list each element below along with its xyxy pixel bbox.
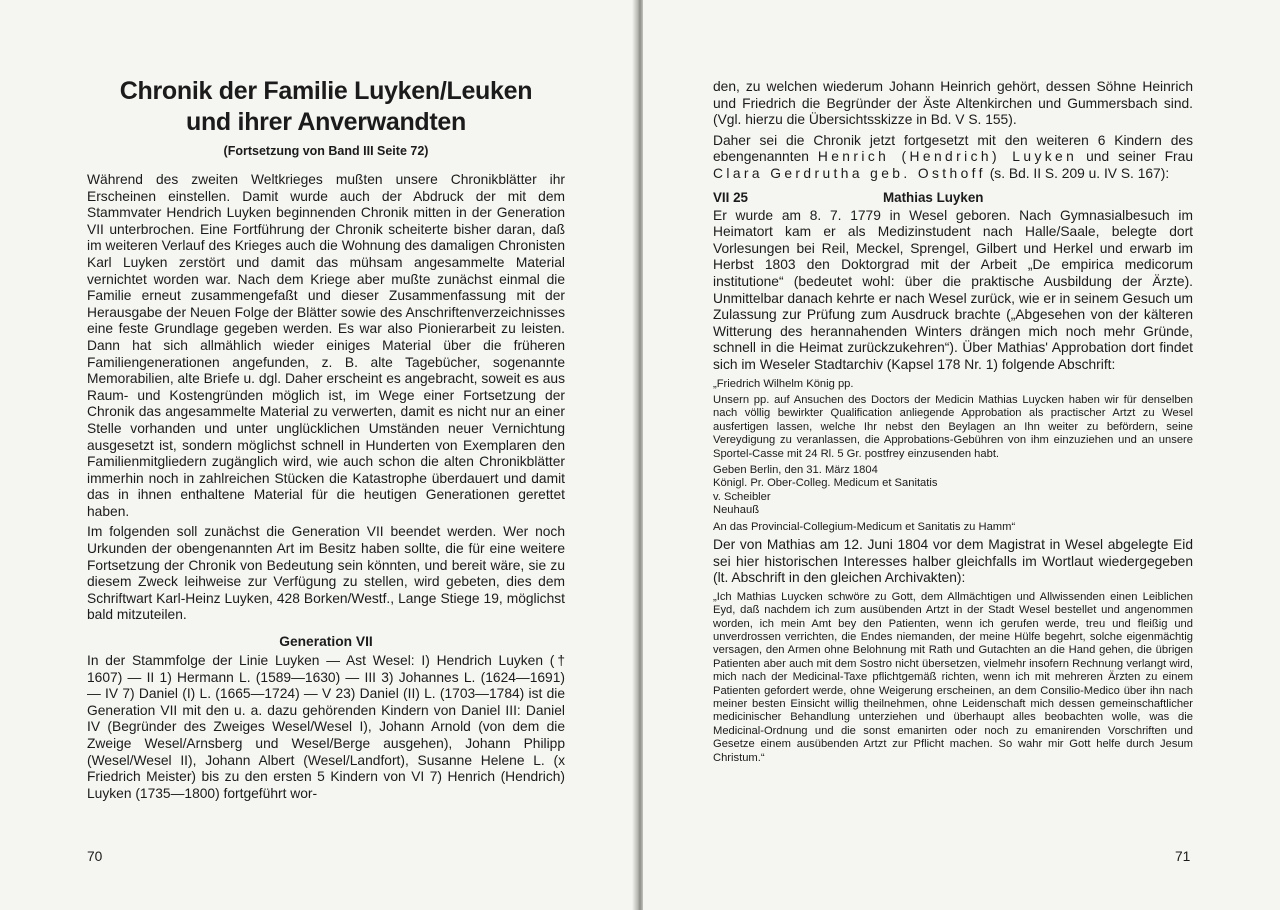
quote-1-signatory-2: Neuhauß	[713, 504, 760, 517]
left-paragraph-1: Während des zweiten Weltkrieges mußten unsere Chronikblätter ihr Erscheinen einstellen. Damit wurde auch der Abdruck der mit dem Stammvater Hendrich Luyken beginnenden Chronik mitten in der Generation VII unterbrochen. Eine Fortführung der Chronik scheiterte bisher daran, daß im weiteren Verlauf des Krieges auch die Wohnung des damaligen Chronisten Karl Luyken zerstört und damit das mühsam angesammelte Material vernichtet worden war. Nach dem Kriege aber mußte zunächst einmal die Familie erneut zusammengefaßt und dieser Zusammenfassung mit der Herausgabe der Neuen Folge der Blätter sowie des Anschriftenverzeichnisses eine feste Grundlage gegeben werden. Es war also Pionierarbeit zu leisten. Dann hat sich allmählich wieder einiges Material über die früheren Familiengenerationen angefunden, z. B. alte Tagebücher, sogenannte Memorabilien, alte Briefe u. dgl. Daher erscheint es angebracht, soweit es aus Raum- und Kostengründen möglich ist, im Wege einer Fortsetzung der Chronik das angesammelte Material zu verwerten, damit es nicht nur an einer Stelle vorhanden und unter unglücklichen Umständen neuer Vernichtung ausgesetzt ist, sondern möglichst schnell in Hunderten von Exemplaren den Familienmitgliedern zugänglich wird, wie auch schon die alten Chronikblätter immerhin noch in zahlreichen Stücken die Katastrophe überdauert und damit das in ihnen enthaltene Material für die heutigen Generationen gerettet haben.	[87, 172, 565, 519]
page-number-left: 70	[87, 849, 103, 864]
entry-number: VII 25	[713, 189, 748, 205]
title-line-1: Chronik der Familie Luyken/Leuken	[119, 77, 533, 105]
quote-1-address: An das Provincial-Collegium-Medicum et Sanitatis zu Hamm“	[713, 520, 1016, 533]
father-name-spaced: Henrich (Hendrich) Luyken	[817, 149, 1078, 165]
section-heading-generation: Generation VII	[279, 634, 373, 650]
left-paragraph-3: In der Stammfolge der Linie Luyken — Ast Wesel: I) Hendrich Luyken († 1607) — II 1) Hermann L. (1589—1630) — III 3) Johannes L. (1624—1691) — IV 7) Daniel (I) L. (1665—1724) — V 23) Daniel (II) L. (1703—1784) ist die Generation VII mit den u. a. dazu gehörenden Kindern von Daniel III: Daniel IV (Begründer des Zweiges Wesel/Wesel I), Johann Arnold (von dem die Zweige Wesel/Arnsberg und Wesel/Berge ausgehen), Johann Philipp (Wesel/Wesel II), Johann Albert (Wesel/Landfort), Susanne Helene L. (x Friedrich Meister) bis zu den ersten 5 Kindern von VI 7) Henrich (Hendrich) Luyken (1735—1800) fortgeführt wor-	[87, 653, 565, 801]
quote-1-place-date: Geben Berlin, den 31. März 1804	[713, 463, 878, 476]
paragraph-2-part-c: und seiner Frau	[1077, 149, 1193, 165]
left-page	[0, 0, 637, 910]
left-text-column	[87, 76, 565, 806]
entry-person-name: Mathias Luyken	[883, 189, 984, 205]
right-page	[643, 0, 1280, 910]
chronicle-title	[87, 76, 565, 138]
chronicle-subtitle: (Fortsetzung von Band III Seite 72)	[223, 144, 429, 158]
quote-1-signatory-1: v. Scheibler	[713, 490, 771, 503]
quote-1-authority: Königl. Pr. Ober-Colleg. Medicum et Sanitatis	[713, 477, 938, 490]
right-paragraph-1: den, zu welchen wiederum Johann Heinrich gehört, dessen Söhne Heinrich und Friedrich die Begründer der Äste Altenkirchen und Gummersbach sind. (Vgl. hierzu die Übersichtsskizze in Bd. V S. 155).	[713, 79, 1193, 128]
right-paragraph-2	[713, 133, 1193, 183]
paragraph-2-part-a: Daher sei die Chronik jetzt fortgesetzt mit den weiteren 6 Kindern des ebengenannten	[713, 132, 1193, 165]
mother-name-spaced: Clara Gerdrutha geb. Osthoff	[713, 165, 986, 181]
quote-1-body: Unsern pp. auf Ansuchen des Doctors der Medicin Mathias Luycken haben wir für denselben nach völlig bewirkter Qualification anliegende Approbation als practischer Artzt zu Wesel ausfertigen lassen, welche Ihr nebst den Beylagen an Ihn weiter zu befördern, seine Vereydigung zu veranlassen, die Approbations-Gebühren von ihm einzuziehen und an unsere Sportel-Casse mit 24 Rl. 5 Gr. postfrey einzusenden habt.	[713, 393, 1193, 460]
right-text-column	[713, 79, 1193, 768]
paragraph-2-part-e: (s. Bd. II S. 209 u. IV S. 167):	[985, 165, 1170, 181]
left-paragraph-2: Im folgenden soll zunächst die Generation VII beendet werden. Wer noch Urkunden der obengenannten Art im Besitz haben sollte, die für eine weitere Fortsetzung der Chronik von Bedeutung sein könnten, und bereit wäre, sie zu diesem Zweck leihweise zur Verfügung zu stellen, wird gebeten, dies dem Schriftwart Karl-Heinz Luyken, 428 Borken/Westf., Lange Stiege 19, möglichst bald mitzuteilen.	[87, 524, 565, 623]
right-paragraph-4: Der von Mathias am 12. Juni 1804 vor dem Magistrat in Wesel abgelegte Eid sei hier historischen Interesses halber gleichfalls im Wortlaut wiedergegeben (lt. Abschrift in den gleichen Archivakten):	[713, 536, 1193, 586]
entry-heading	[713, 190, 1193, 205]
quote-2-oath: „Ich Mathias Luycken schwöre zu Gott, dem Allmächtigen und Allwissenden einen Leiblichen Eyd, daß nachdem ich zum ausübenden Artzt in der Stadt Wesel bestellet und angenommen worden, ich mein Amt bey den Patienten, wenn ich gerufen werde, treu und fleißig und unverdrossen verrichten, die Endes niemanden, der meine Hülfe begehrt, solche eigenmächtig versagen, den Armen ohne Belohnung mit Rath und Gutachten an die Hand gehen, die übrigen Patienten aber auch mit dem Sostro nicht übersetzen, vielmehr insofern Rechnung verlangt wird, mich nach der Medicinal-Taxe pflichtgemäß richten, wenn ich mit mehreren Ärzten zu einem Patienten gefordert werde, ohne Weigerung erscheinen, an dem Consilio-Medico über ihn nach meiner besten Einsicht willig theilnehmen, ohne Leidenschaft mich dessen gemeinschaftlicher medicinischer Behandlung unterziehen und überhaupt alles beobachten wolle, was die Medicinal-Ordnung und die sonst emanirten oder noch zu emanirenden Vorschriften und Gesetze einem ausübenden Artzt zur Pflicht machen. So wahr mir Gott helfe durch Jesum Christum.“	[713, 590, 1193, 764]
quote-1-salutation: „Friedrich Wilhelm König pp.	[713, 377, 854, 390]
page-number-right: 71	[1175, 849, 1191, 864]
title-line-2: und ihrer Anverwandten	[185, 108, 466, 136]
right-paragraph-3: Er wurde am 8. 7. 1779 in Wesel geboren. Nach Gymnasialbesuch im Heimatort kam er als Medizinstudent nach Halle/Saale, belegte dort Vorlesungen bei Reil, Meckel, Sprengel, Gilbert und Herkel und erwarb im Herbst 1803 den Doktorgrad mit der Arbeit „De empirica medicorum institutione“ (bedeutet wohl: über die praktische Ausbildung der Ärzte). Unmittelbar danach kehrte er nach Wesel zurück, wie er in seinem Gesuch um Zulassung zur Prüfung zum Ausdruck brachte („Abgesehen von der kälteren Witterung des herannahenden Winters drängen mich noch mehr Gründe, schnell in die Heimat zurückzukehren“). Über Mathias' Approbation dort findet sich im Weseler Stadtarchiv (Kapsel 178 Nr. 1) folgende Abschrift:	[713, 207, 1193, 372]
